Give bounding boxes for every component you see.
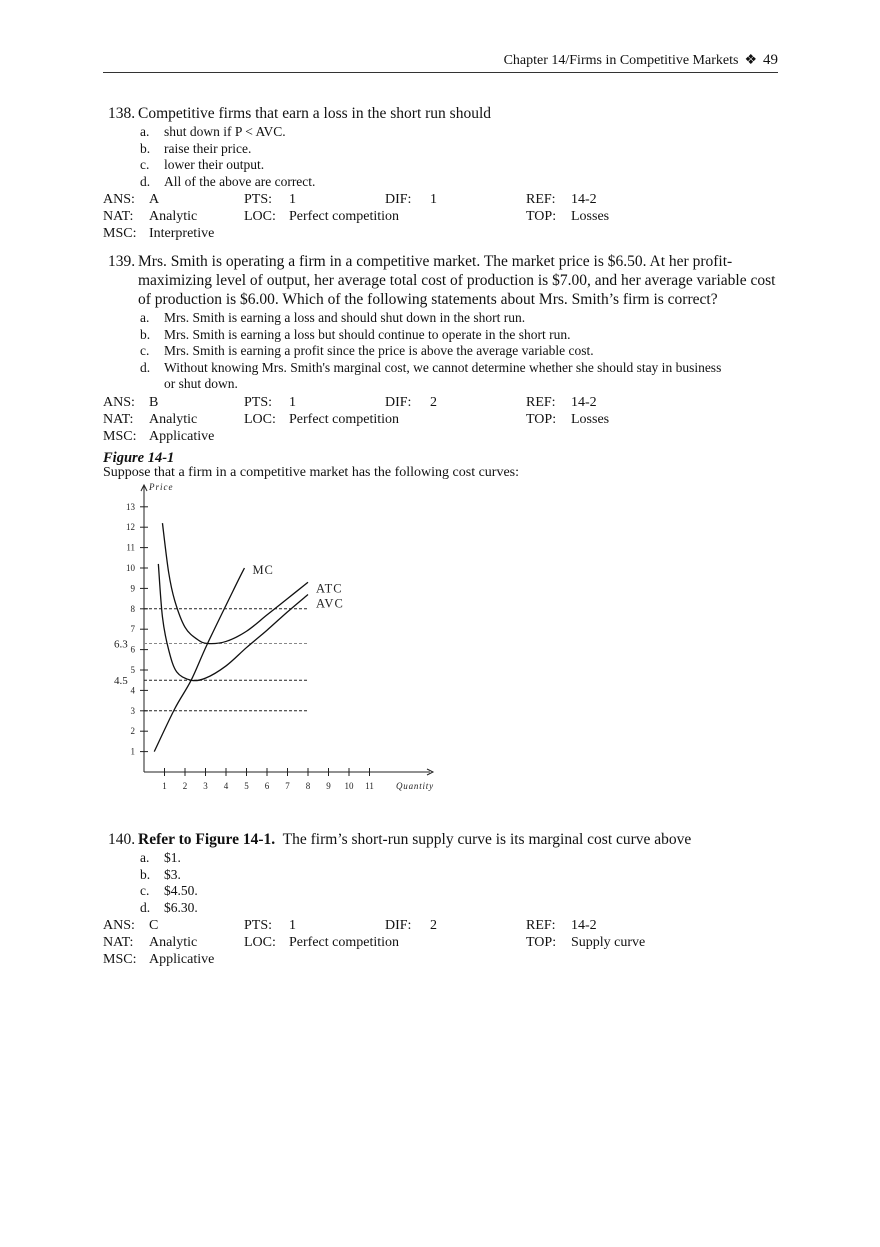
y-tick-label: 10 — [126, 563, 135, 573]
answer-meta — [103, 394, 783, 445]
figure-reference: Refer to Figure 14-1. — [138, 831, 276, 848]
x-tick-label: 2 — [182, 781, 188, 791]
option — [103, 850, 783, 867]
y-tick-label: 11 — [126, 542, 135, 553]
question-138 — [103, 104, 783, 242]
question-number: 139. — [108, 253, 136, 270]
reference-value: 14-2 — [571, 192, 597, 208]
ornament-icon: ❖ — [744, 53, 757, 68]
question-number: 138. — [108, 105, 136, 122]
x-tick-label: 9 — [326, 781, 331, 791]
meta-label: REF: — [526, 394, 556, 410]
option-letter: a. — [140, 310, 150, 325]
answer-value: B — [149, 394, 159, 410]
option-letter: c. — [140, 883, 150, 899]
meta-label: NAT: — [103, 209, 134, 225]
option-letter: c. — [140, 343, 150, 359]
topic-value: Supply curve — [571, 935, 646, 951]
y-tick-label: 2 — [130, 726, 135, 737]
x-tick-label: 11 — [365, 781, 374, 791]
option-letter: a. — [140, 850, 150, 865]
answer-value: A — [149, 192, 160, 208]
meta-label: ANS: — [103, 192, 135, 208]
points-value: 1 — [289, 192, 296, 208]
meta-label: ANS: — [103, 394, 135, 410]
meta-label: PTS: — [244, 918, 273, 934]
meta-label: TOP: — [526, 935, 557, 951]
msc-value: Applicative — [149, 952, 215, 968]
difficulty-value: 2 — [430, 394, 437, 410]
meta-label: MSC: — [103, 226, 137, 242]
meta-label: ANS: — [103, 918, 135, 934]
option-letter: d. — [140, 899, 151, 915]
option — [103, 124, 783, 141]
y-axis-label: Price — [149, 482, 174, 492]
meta-label: TOP: — [526, 209, 557, 225]
chapter-title: Chapter 14/Firms in Competitive Markets — [503, 53, 739, 68]
figure-title: Figure 14-1 — [103, 450, 175, 466]
cost-curves-chart — [100, 476, 440, 796]
option-text: Mrs. Smith is earning a profit since the price is above the average variable cost. — [164, 343, 594, 359]
y-tick-label: 4 — [130, 685, 135, 696]
page-header — [103, 52, 778, 73]
option-text: $1. — [164, 850, 181, 865]
loc-value: Perfect competition — [289, 209, 400, 225]
answer-meta — [103, 917, 783, 968]
meta-label: LOC: — [244, 411, 276, 427]
option — [103, 883, 783, 900]
option-text: Mrs. Smith is earning a loss and should shut down in the short run. — [164, 310, 526, 325]
difficulty-value: 1 — [430, 192, 437, 208]
y-tick-label: 3 — [130, 705, 135, 716]
question-139 — [103, 252, 783, 445]
option-text: Without knowing Mrs. Smith's marginal cost, we cannot determine whether she should stay in business or shut down. — [164, 359, 722, 392]
points-value: 1 — [289, 394, 296, 410]
reference-value: 14-2 — [571, 394, 597, 410]
meta-label: TOP: — [526, 411, 557, 427]
question-stem — [103, 830, 783, 849]
meta-label: NAT: — [103, 411, 134, 427]
answer-value: C — [149, 918, 159, 934]
y-tick-label: 6 — [130, 644, 135, 655]
option — [103, 867, 783, 884]
meta-label: REF: — [526, 192, 556, 208]
option-text: raise their price. — [164, 140, 252, 156]
meta-label: DIF: — [385, 918, 412, 934]
special-price-label: 6.3 — [114, 638, 128, 651]
avc-curve — [158, 564, 308, 681]
nat-value: Analytic — [149, 209, 198, 225]
question-text: The firm’s short-run supply curve is its marginal cost curve above — [282, 831, 692, 848]
option-text: $3. — [164, 866, 181, 882]
avc-label: AVC — [316, 596, 344, 611]
question-stem — [103, 104, 783, 123]
mc-curve — [154, 568, 244, 752]
atc-label: ATC — [316, 581, 343, 596]
option-text: lower their output. — [164, 157, 265, 173]
option-letter: d. — [140, 359, 151, 375]
option — [103, 174, 783, 191]
loc-value: Perfect competition — [289, 411, 400, 427]
option-letter: d. — [140, 173, 151, 189]
x-tick-label: 1 — [162, 781, 167, 791]
y-tick-label: 9 — [130, 583, 135, 594]
x-tick-label: 10 — [344, 781, 354, 791]
meta-label: MSC: — [103, 952, 137, 968]
reference-value: 14-2 — [571, 918, 597, 934]
option-letter: b. — [140, 866, 151, 882]
difficulty-value: 2 — [430, 918, 437, 934]
y-tick-label: 13 — [126, 501, 135, 512]
meta-label: DIF: — [385, 394, 412, 410]
x-axis-label: Quantity — [396, 781, 434, 791]
option-text: shut down if P < AVC. — [164, 124, 286, 139]
special-price-label: 4.5 — [114, 675, 128, 688]
option-text: $4.50. — [164, 883, 198, 899]
y-tick-label: 8 — [130, 603, 135, 614]
y-tick-label: 7 — [130, 624, 135, 635]
option-text: All of the above are correct. — [164, 173, 316, 189]
x-tick-label: 6 — [264, 781, 270, 791]
meta-label: PTS: — [244, 394, 273, 410]
option — [103, 360, 783, 393]
x-tick-label: 3 — [203, 781, 208, 791]
question-text: Mrs. Smith is operating a firm in a competitive market. The market price is $6.50. At her profit-maximizing level of output, her average total cost of production is $7.00, and her average variable cost of production is $6.00. Which of the following statements about Mrs. Smith’s firm is correct? — [138, 253, 776, 308]
meta-label: PTS: — [244, 192, 273, 208]
y-tick-label: 12 — [126, 522, 135, 533]
option — [103, 157, 783, 174]
loc-value: Perfect competition — [289, 935, 400, 951]
y-tick-label: 5 — [130, 665, 135, 675]
question-number: 140. — [108, 831, 136, 848]
topic-value: Losses — [571, 209, 610, 225]
msc-value: Applicative — [149, 428, 215, 444]
points-value: 1 — [289, 918, 296, 934]
x-tick-label: 5 — [244, 781, 249, 791]
option-letter: b. — [140, 140, 151, 156]
option-text: $6.30. — [164, 899, 198, 915]
option — [103, 141, 783, 158]
meta-label: REF: — [526, 918, 556, 934]
nat-value: Analytic — [149, 935, 198, 951]
question-140 — [103, 830, 783, 968]
option — [103, 310, 783, 327]
topic-value: Losses — [571, 411, 610, 427]
atc-curve — [162, 523, 308, 643]
meta-label: DIF: — [385, 192, 412, 208]
x-tick-label: 8 — [305, 781, 311, 791]
meta-label: MSC: — [103, 428, 137, 444]
page-number: 49 — [763, 52, 778, 68]
nat-value: Analytic — [149, 411, 198, 427]
option — [103, 343, 783, 360]
option-letter: a. — [140, 124, 150, 139]
option-letter: c. — [140, 157, 150, 173]
meta-label: LOC: — [244, 935, 276, 951]
mc-label: MC — [252, 563, 274, 577]
option-letter: b. — [140, 326, 151, 342]
msc-value: Interpretive — [149, 226, 215, 242]
option — [103, 900, 783, 917]
x-tick-label: 4 — [223, 781, 229, 791]
question-stem — [103, 252, 783, 309]
option — [103, 327, 783, 344]
meta-label: LOC: — [244, 209, 276, 225]
option-text: Mrs. Smith is earning a loss but should continue to operate in the short run. — [164, 326, 571, 342]
meta-label: NAT: — [103, 935, 134, 951]
answer-meta — [103, 191, 783, 242]
x-tick-label: 7 — [285, 781, 290, 791]
y-tick-label: 1 — [130, 746, 135, 757]
question-text: Competitive firms that earn a loss in the short run should — [138, 105, 492, 122]
figure-caption: Suppose that a firm in a competitive market has the following cost curves: — [103, 465, 520, 480]
